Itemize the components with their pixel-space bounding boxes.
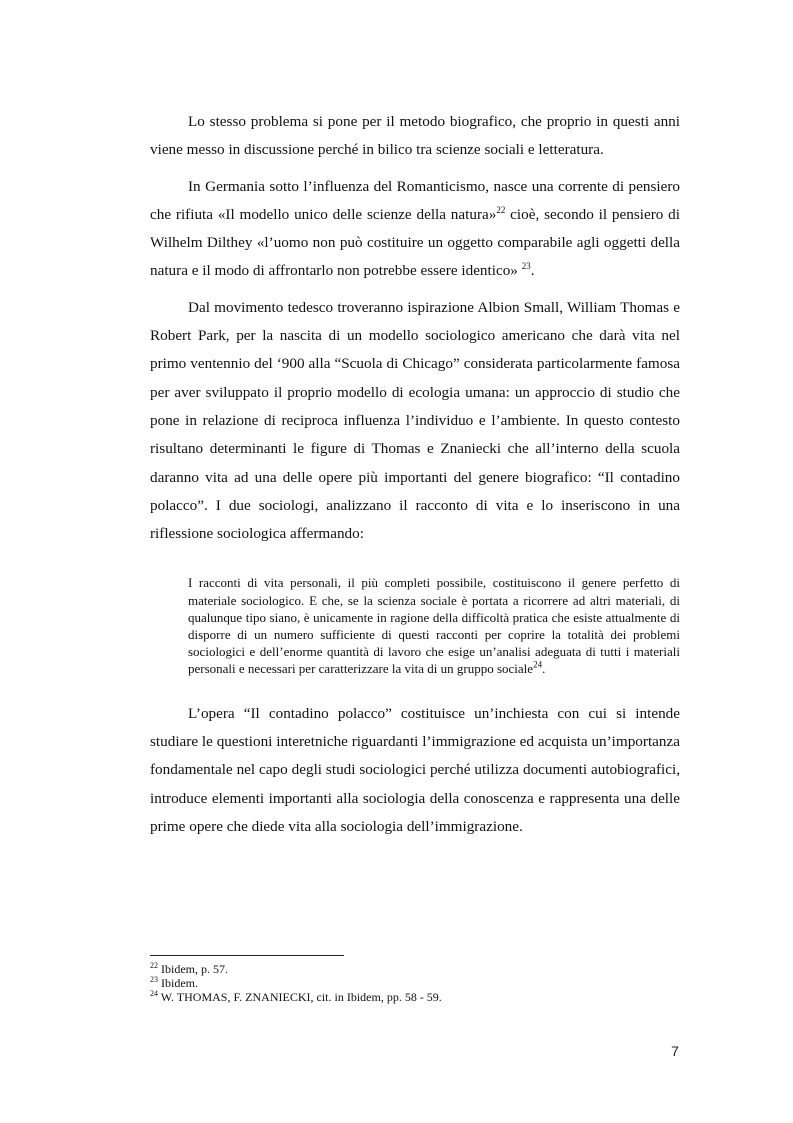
footnote-text: Ibidem. (158, 976, 198, 991)
paragraph-chicago-school (150, 294, 680, 549)
paragraph-polish-peasant (150, 700, 680, 841)
paragraph-germany-romanticism (150, 173, 680, 286)
footnote-item (150, 990, 680, 1004)
footnote-text: Ibidem, p. 57. (158, 962, 228, 976)
footnotes (150, 962, 680, 1005)
footnote-number: 24 (150, 989, 158, 999)
footnote-text: W. THOMAS, F. ZNANIECKI, cit. in Ibidem, pp. 58 - 59. (158, 990, 442, 1005)
page-body (150, 108, 680, 849)
paragraph-text: Dal movimento tedesco troveranno ispirazione Albion Small, William Thomas e Robert Park, per la nascita di un modello sociologico americano che darà vita nel primo ventennio del ‘900 alla “Scuola di Chicago” considerata particolarmente famosa per aver sviluppato il proprio modello di ecologia umana: un approccio di studio che pone in relazione di reciproca influenza l’individuo e l’ambiente. In questo contesto risultano determinanti le figure di Thomas e Znaniecki che all’interno della scuola daranno vita ad una delle opere più importanti del genere biografico: “Il contadino polacco”. I due sociologi, analizzano il racconto di vita e lo inseriscono in una riflessione sociologica affermando: (150, 298, 680, 543)
footnote-divider (150, 955, 344, 956)
footnote-ref: 23 (521, 261, 531, 272)
paragraph-biographic-method (150, 108, 680, 165)
block-quote (188, 574, 680, 677)
paragraph-text: L’opera “Il contadino polacco” costituisce un’inchiesta con cui si intende studiare le questioni interetniche riguardanti l’immigrazione ed acquista un’importanza fondamentale nel capo degli studi sociologici perché utilizza documenti autobiografici, introduce elementi importanti alla sociologia della conoscenza e rappresenta una delle prime opere che diede vita alla sociologia dell’immigrazione. (150, 704, 680, 835)
footnote-ref: 22 (496, 204, 506, 215)
quote-end: . (542, 661, 546, 677)
quote-text: I racconti di vita personali, il più completi possibile, costituiscono il genere perfetto di materiale sociologico. E che, se la scienza sociale è portata a ricorrere ad altri materiali, di qualunque tipo siano, è unicamente in ragione della difficoltà pratica che esiste attualmente di disporre di un numero sufficiente di questi racconti per coprire la totalità dei problemi sociologici e dell’enorme quantità di lavoro che esige un’analisi adeguata di tutti i materiali personali e necessari per caratterizzare la vita di un gruppo sociale (188, 575, 680, 677)
footnote-number: 23 (150, 975, 158, 985)
page-number: 7 (671, 1043, 679, 1059)
footnote-item (150, 976, 680, 990)
paragraph-text: . (530, 262, 535, 280)
footnote-ref: 24 (533, 660, 543, 671)
footnote-number: 22 (150, 961, 158, 970)
footnote-item (150, 962, 680, 976)
paragraph-text: In Germania sotto l’influenza del Romanticismo, nasce una corrente di pensiero che rifiuta «Il modello unico delle scienze della natura» (150, 177, 680, 223)
paragraph-text: cioè, secondo il pensiero di Wilhelm Dilthey «l’uomo non può costituire un oggetto comparabile agli oggetti della natura e il modo di affrontarlo non potrebbe essere identico» (150, 205, 680, 280)
paragraph-text: Lo stesso problema si pone per il metodo biografico, che proprio in questi anni viene messo in discussione perché in bilico tra scienze sociali e letteratura. (150, 113, 680, 159)
